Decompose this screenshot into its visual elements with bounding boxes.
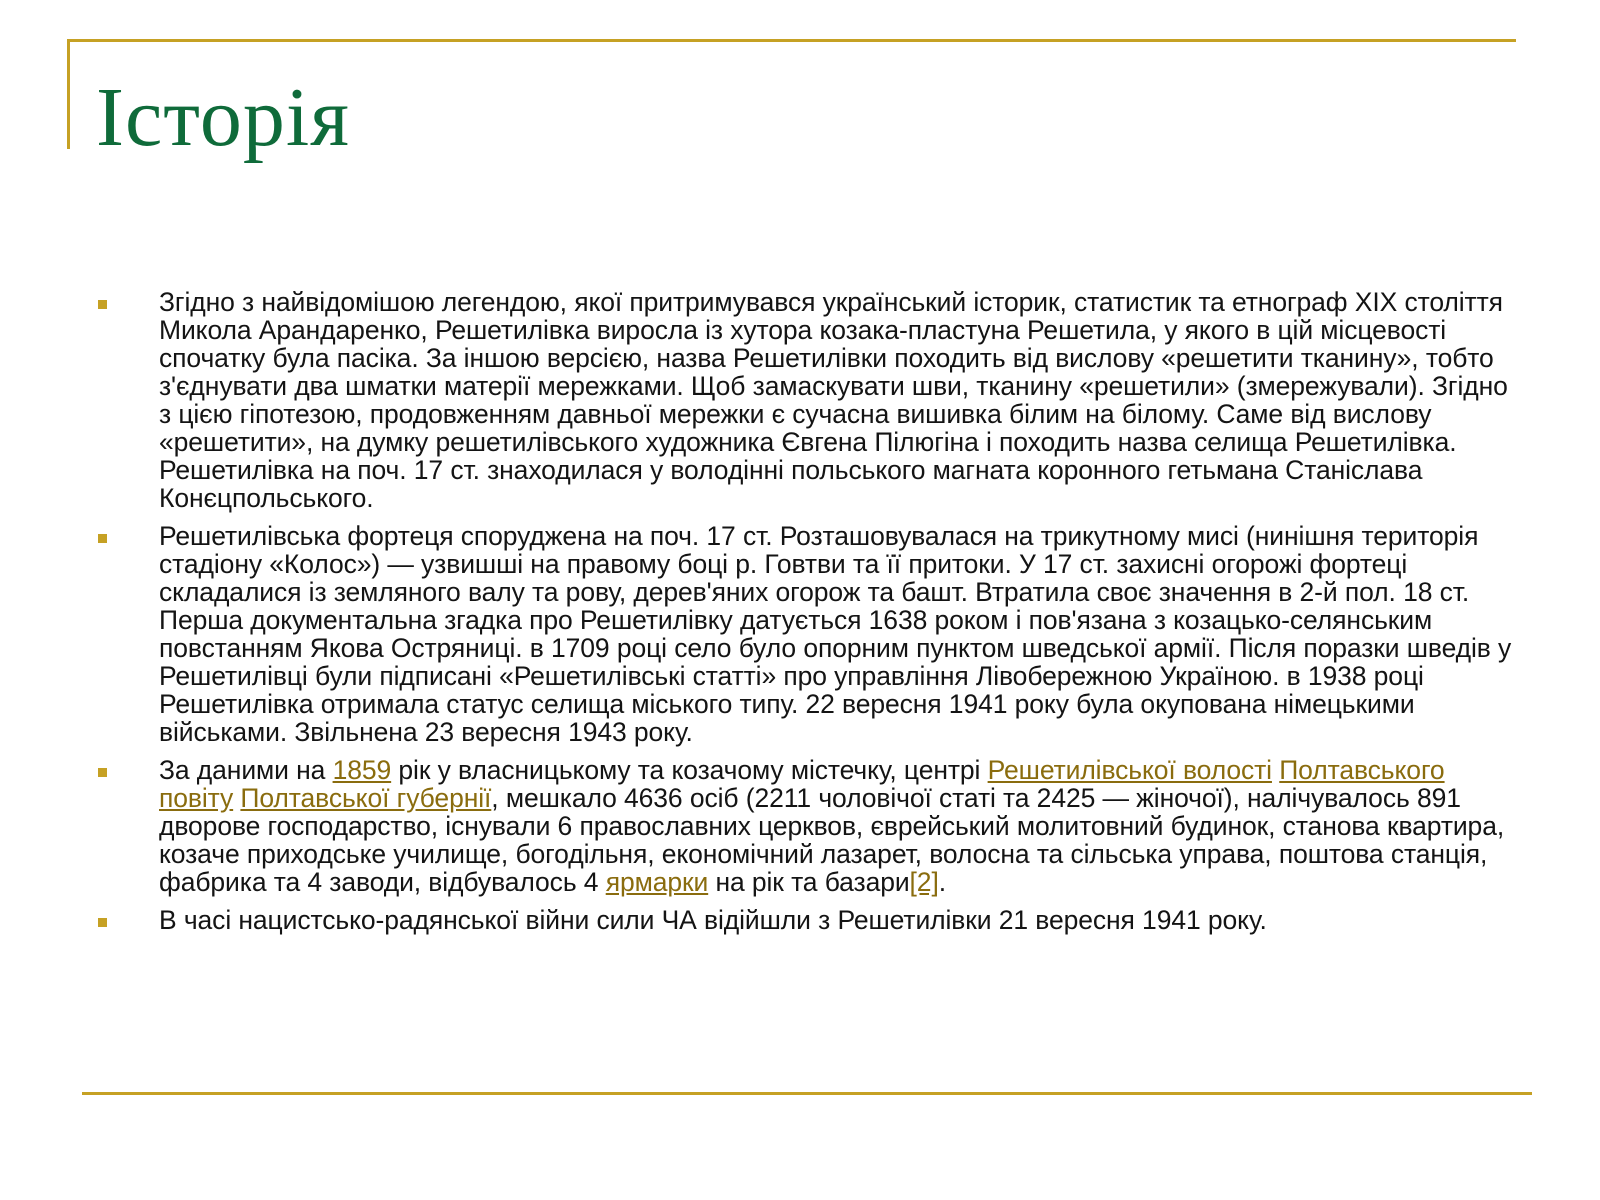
- list-item: [98, 288, 1518, 512]
- square-bullet-icon: [98, 534, 107, 543]
- bullet-text: В часі нацистсько-радянської війни сили ЧА відійшли з Решетилівки 21 вересня 1941 року.: [159, 905, 1267, 935]
- bottom-rule: [82, 1092, 1532, 1095]
- left-rule: [67, 39, 70, 149]
- list-item: [98, 756, 1518, 896]
- link-yarmarky[interactable]: ярмарки: [605, 867, 709, 897]
- text-segment: рік у власницькому та козачому містечку, центрі: [391, 755, 988, 785]
- square-bullet-icon: [98, 300, 107, 309]
- text-segment: .: [938, 867, 946, 897]
- link-reshetylivska-volost[interactable]: Решетилівської волості: [987, 755, 1272, 785]
- text-segment: За даними на: [159, 755, 333, 785]
- bullet-list: [98, 288, 1518, 944]
- bullet-text: Згідно з найвідомішою легендою, якої притримувався український історик, статистик та етнограф XIX століття Микола Арандаренко, Решетилівка виросла із хутора козака-пластуна Решетила, у якого в цій місцевості спочатку була пасіка. За іншою версією, назва Решетилівки походить від вислову «решетити тканину», тобто з'єднувати два шматки матерії мережками. Щоб замаскувати шви, тканину «решетили» (змережували). Згідно з цією гіпотезою, продовженням давньої мережки є сучасна вишивка білим на білому. Саме від вислову «решетити», на думку решетилівського художника Євгена Пілюгіна і походить назва селища Решетилівка. Решетилівка на поч. 17 ст. знаходилася у володінні польського магната коронного гетьмана Станіслава Конєцпольського.: [159, 287, 1508, 513]
- link-reference-2[interactable]: [2]: [909, 867, 939, 897]
- link-poltava-guberniya[interactable]: Полтавської губернії: [240, 783, 492, 813]
- text-segment: на рік та базари: [708, 867, 910, 897]
- link-1859[interactable]: 1859: [332, 755, 392, 785]
- top-rule: [68, 39, 1516, 42]
- bullet-text: [159, 756, 1518, 896]
- list-item: [98, 522, 1518, 746]
- bullet-text: Решетилівська фортеця споруджена на поч. 17 ст. Розташовувалася на трикутному мисі (нинішня територія стадіону «Колос») — узвишші на правому боці р. Говтви та її притоки. У 17 ст. захисні огорожі фортеці складалися із земляного валу та рову, дерев'яних огорож та башт. Втратила своє значення в 2-й пол. 18 ст. Перша документальна згадка про Решетилівку датується 1638 роком і пов'язана з козацько-селянським повстанням Якова Остряниці. в 1709 році село було опорним пунктом шведської армії. Після поразки шведів у Решетилівці були підписані «Решетилівські статті» про управління Лівобережною Україною. в 1938 році Решетилівка отримала статус селища міського типу. 22 вересня 1941 року була окупована німецькими військами. Звільнена 23 вересня 1943 року.: [159, 521, 1512, 747]
- square-bullet-icon: [98, 918, 107, 927]
- text-segment: , мешкало 4636 осіб (2211 чоловічої статі та 2425 — жіночої), налічувалось 891 дворове господарство, існували 6 православних церквов, єврейський молитовний будинок, станова квартира, козаче приходське училище, богодільня, економічний лазарет, волосна та сільська управа, поштова станція, фабрика та 4 заводи, відбувалось 4: [159, 783, 1505, 897]
- list-item: [98, 906, 1518, 934]
- square-bullet-icon: [98, 768, 107, 777]
- slide-title: Історія: [96, 71, 350, 164]
- link-poltava-povit[interactable]: Полтавського повіту: [159, 755, 1445, 813]
